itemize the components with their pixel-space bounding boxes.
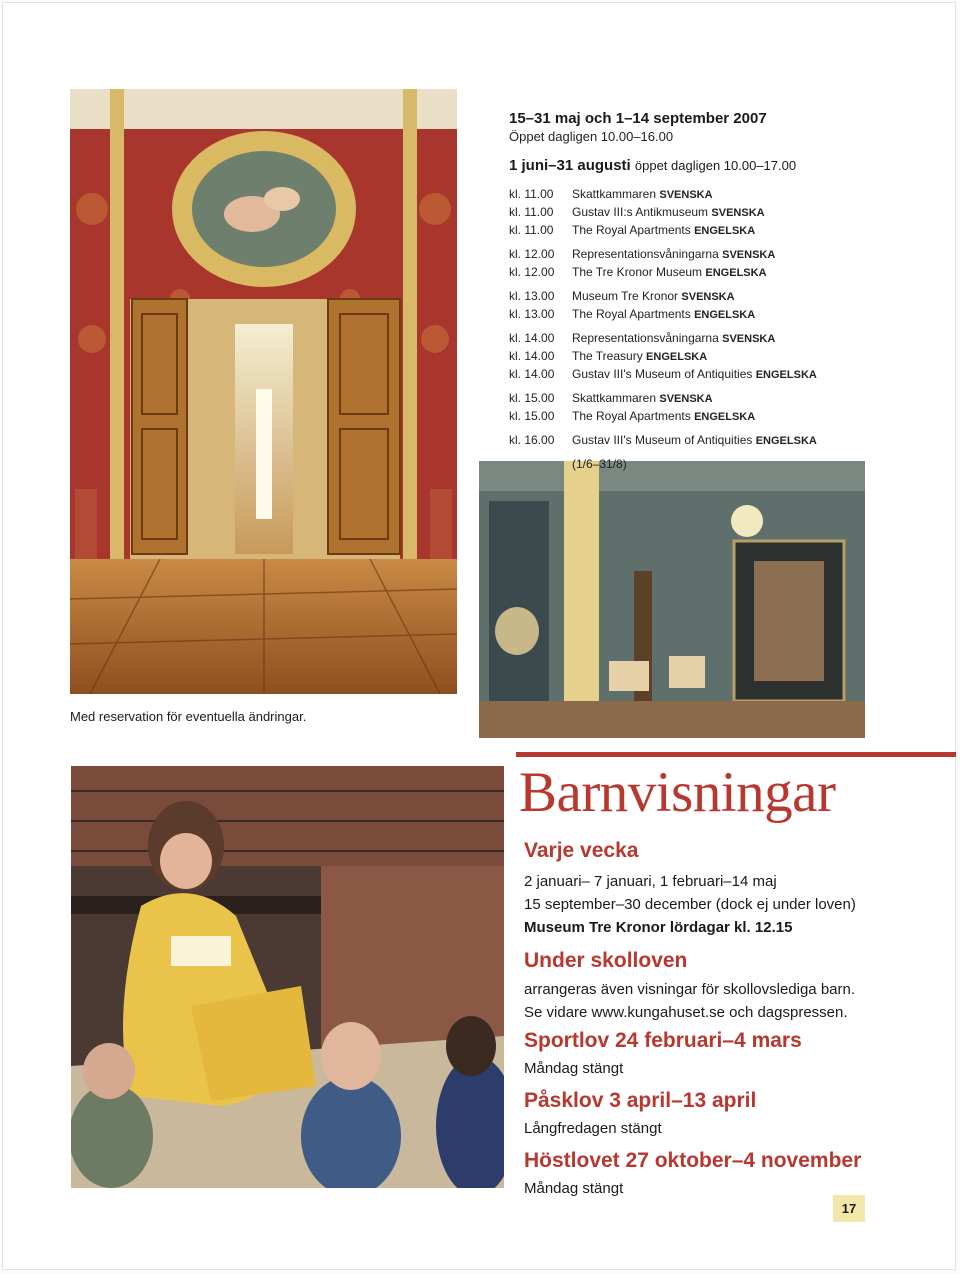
hostlov-text: Måndag stängt (524, 1180, 624, 1197)
barn-title: Barnvisningar (519, 761, 836, 824)
pasklov-text: Långfredagen stängt (524, 1120, 662, 1137)
tour-name: The Tre Kronor Museum (572, 265, 703, 279)
tour-info (572, 348, 707, 366)
schedule-row (509, 432, 939, 450)
tour-time: kl. 12.00 (509, 247, 555, 261)
tour-name: Museum Tre Kronor (572, 289, 679, 303)
tour-schedule (509, 186, 939, 450)
tour-info (572, 366, 817, 384)
schedule-row (509, 408, 939, 426)
schedule-row (509, 306, 939, 324)
schedule-note: (1/6–31/8) (572, 457, 627, 471)
schedule-row (509, 186, 939, 204)
opening-hours (509, 109, 939, 473)
tour-time: kl. 11.00 (509, 223, 554, 237)
tour-time: kl. 13.00 (509, 289, 555, 303)
tour-language: SVENSKA (659, 189, 713, 201)
tour-info (572, 390, 713, 408)
tour-language: SVENSKA (681, 291, 735, 303)
tour-info (572, 288, 735, 306)
schedule-row (509, 390, 939, 408)
period1-hours: Öppet dagligen 10.00–16.00 (509, 129, 674, 144)
tour-language: ENGELSKA (705, 267, 767, 279)
children-guide-photo (71, 766, 504, 1188)
tour-time: kl. 16.00 (509, 433, 555, 447)
tour-name: Gustav III:s Antikmuseum (572, 205, 709, 219)
tour-name: The Royal Apartments (572, 223, 691, 237)
schedule-row (509, 366, 939, 384)
schedule-row (509, 348, 939, 366)
page-number: 17 (833, 1195, 865, 1222)
schedule-group (509, 186, 939, 240)
tour-info (572, 408, 755, 426)
tour-language: ENGELSKA (755, 435, 817, 447)
tour-time: kl. 14.00 (509, 331, 555, 345)
weekly-heading: Varje vecka (524, 839, 639, 862)
pasklov-heading: Påsklov 3 april–13 april (524, 1089, 757, 1112)
tour-name: Representationsvåningarna (572, 247, 719, 261)
tour-language: SVENSKA (722, 249, 776, 261)
salon-photo (479, 461, 865, 738)
tour-name: Skattkammaren (572, 391, 657, 405)
tour-time: kl. 14.00 (509, 349, 555, 363)
schedule-group (509, 246, 939, 282)
schedule-row (509, 222, 939, 240)
tour-name: The Royal Apartments (572, 307, 691, 321)
period2-title: 1 juni–31 augusti (509, 157, 631, 174)
tour-time: kl. 12.00 (509, 265, 555, 279)
tour-time: kl. 14.00 (509, 367, 555, 381)
tour-info (572, 186, 713, 204)
sportlov-heading: Sportlov 24 februari–4 mars (524, 1029, 802, 1052)
tour-info (572, 306, 755, 324)
tour-language: SVENSKA (659, 393, 713, 405)
tour-name: The Royal Apartments (572, 409, 691, 423)
weekly-place: Museum Tre Kronor lördagar kl. 12.15 (524, 919, 793, 936)
school-holiday-heading: Under skolloven (524, 949, 688, 972)
school-holiday-text-1: arrangeras även visningar för skollovslediga barn. (524, 981, 856, 998)
tour-info (572, 432, 817, 450)
schedule-group (509, 432, 939, 450)
tour-language: SVENSKA (711, 207, 765, 219)
tour-info (572, 264, 767, 282)
tour-name: Gustav III's Museum of Antiquities (572, 433, 753, 447)
tour-info (572, 330, 775, 348)
reservation-note: Med reservation för eventuella ändringar. (70, 709, 307, 724)
tour-time: kl. 11.00 (509, 187, 554, 201)
weekly-dates-1: 2 januari– 7 januari, 1 februari–14 maj (524, 873, 777, 890)
schedule-row (509, 288, 939, 306)
palace-hall-photo (70, 89, 457, 694)
period2 (509, 156, 939, 175)
tour-time: kl. 11.00 (509, 205, 554, 219)
weekly-dates-2: 15 september–30 december (dock ej under loven) (524, 896, 856, 913)
tour-language: SVENSKA (722, 333, 776, 345)
period2-hours: öppet dagligen 10.00–17.00 (634, 158, 797, 173)
tour-time: kl. 13.00 (509, 307, 555, 321)
tour-language: ENGELSKA (646, 351, 708, 363)
schedule-row (509, 204, 939, 222)
tour-language: ENGELSKA (694, 225, 756, 237)
schedule-row (509, 330, 939, 348)
period1-title: 15–31 maj och 1–14 september 2007 (509, 110, 767, 127)
schedule-group (509, 288, 939, 324)
tour-name: The Treasury (572, 349, 643, 363)
tour-info (572, 204, 765, 222)
school-holiday-text-2: Se vidare www.kungahuset.se och dagspressen. (524, 1004, 848, 1021)
tour-language: ENGELSKA (755, 369, 817, 381)
hostlov-heading: Höstlovet 27 oktober–4 november (524, 1149, 862, 1172)
tour-language: ENGELSKA (694, 411, 756, 423)
tour-time: kl. 15.00 (509, 409, 555, 423)
schedule-group (509, 330, 939, 384)
tour-name: Skattkammaren (572, 187, 657, 201)
tour-time: kl. 15.00 (509, 391, 555, 405)
schedule-row (509, 246, 939, 264)
tour-language: ENGELSKA (694, 309, 756, 321)
tour-info (572, 222, 755, 240)
schedule-row (509, 264, 939, 282)
tour-name: Gustav III's Museum of Antiquities (572, 367, 753, 381)
sportlov-text: Måndag stängt (524, 1060, 624, 1077)
tour-info (572, 246, 775, 264)
schedule-group (509, 390, 939, 426)
tour-name: Representationsvåningarna (572, 331, 719, 345)
children-tours (524, 838, 944, 1200)
